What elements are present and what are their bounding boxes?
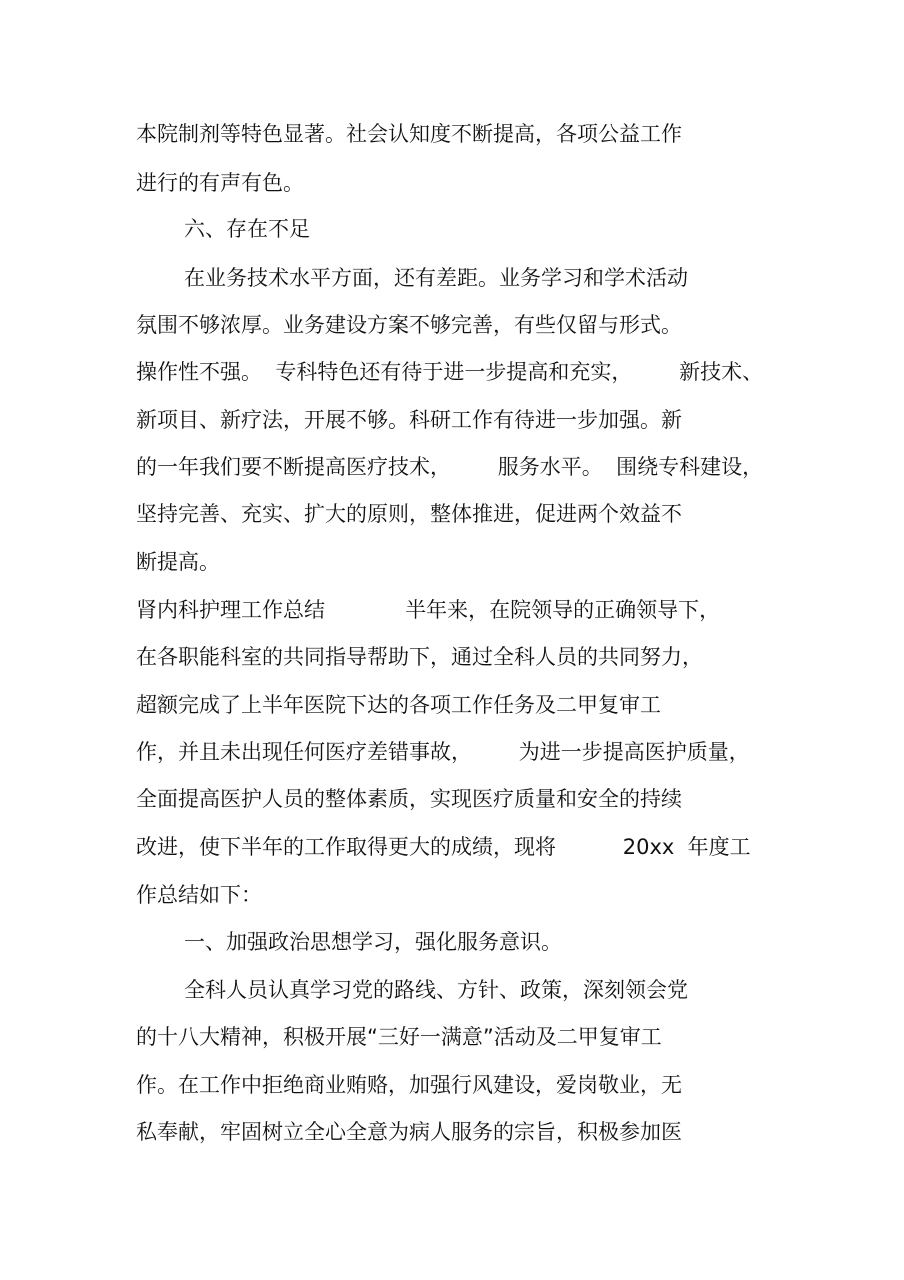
text-line: 的十八大精神，积极开展“三好一满意”活动及二甲复审工 xyxy=(136,1025,662,1049)
text-line: 进行的有声有色。 xyxy=(136,171,304,195)
text-line: 氛围不够浓厚。业务建设方案不够完善，有些仅留与形式。 xyxy=(136,313,682,337)
text-line: 肾内科护理工作总结 半年来，在院领导的正确领导下， xyxy=(136,598,721,622)
text-line: 在各职能科室的共同指导帮助下，通过全科人员的共同努力， xyxy=(136,645,703,669)
text-line: 作，并且未出现任何医疗差错事故， 为进一步提高医护质量， xyxy=(136,740,750,764)
text-line: 断提高。 xyxy=(136,550,220,574)
text-line: 全科人员认真学习党的路线、方针、政策，深刻领会党 xyxy=(184,978,688,1002)
text-line: 的一年我们要不断提高医疗技术， 服务水平。 围绕专科建设， xyxy=(136,455,764,479)
text-line: 作。在工作中拒绝商业贿赂，加强行风建设，爱岗敬业，无 xyxy=(136,1073,682,1097)
text-line: 全面提高医护人员的整体素质，实现医疗质量和安全的持续 xyxy=(136,787,682,811)
section-heading: 一、加强政治思想学习，强化服务意识。 xyxy=(184,930,562,954)
text-line: 超额完成了上半年医院下达的各项工作任务及二甲复审工 xyxy=(136,693,661,717)
text-line: 本院制剂等特色显著。社会认知度不断提高，各项公益工作 xyxy=(136,122,682,146)
text-line: 新项目、新疗法，开展不够。科研工作有待进一步加强。新 xyxy=(136,408,682,432)
text-line: 在业务技术水平方面，还有差距。业务学习和学术活动 xyxy=(184,266,688,290)
text-line: 操作性不强。 专科特色还有待于进一步提高和充实， 新技术、 xyxy=(136,360,764,384)
text-line: 坚持完善、充实、扩大的原则，整体推进，促进两个效益不 xyxy=(136,502,682,526)
text-line: 私奉献，牢固树立全心全意为病人服务的宗旨，积极参加医 xyxy=(136,1120,682,1144)
text-line: 作总结如下： xyxy=(136,883,262,907)
section-heading: 六、存在不足 xyxy=(184,217,310,241)
text-line: 改进，使下半年的工作取得更大的成绩，现将 20xx 年度工 xyxy=(136,835,751,859)
